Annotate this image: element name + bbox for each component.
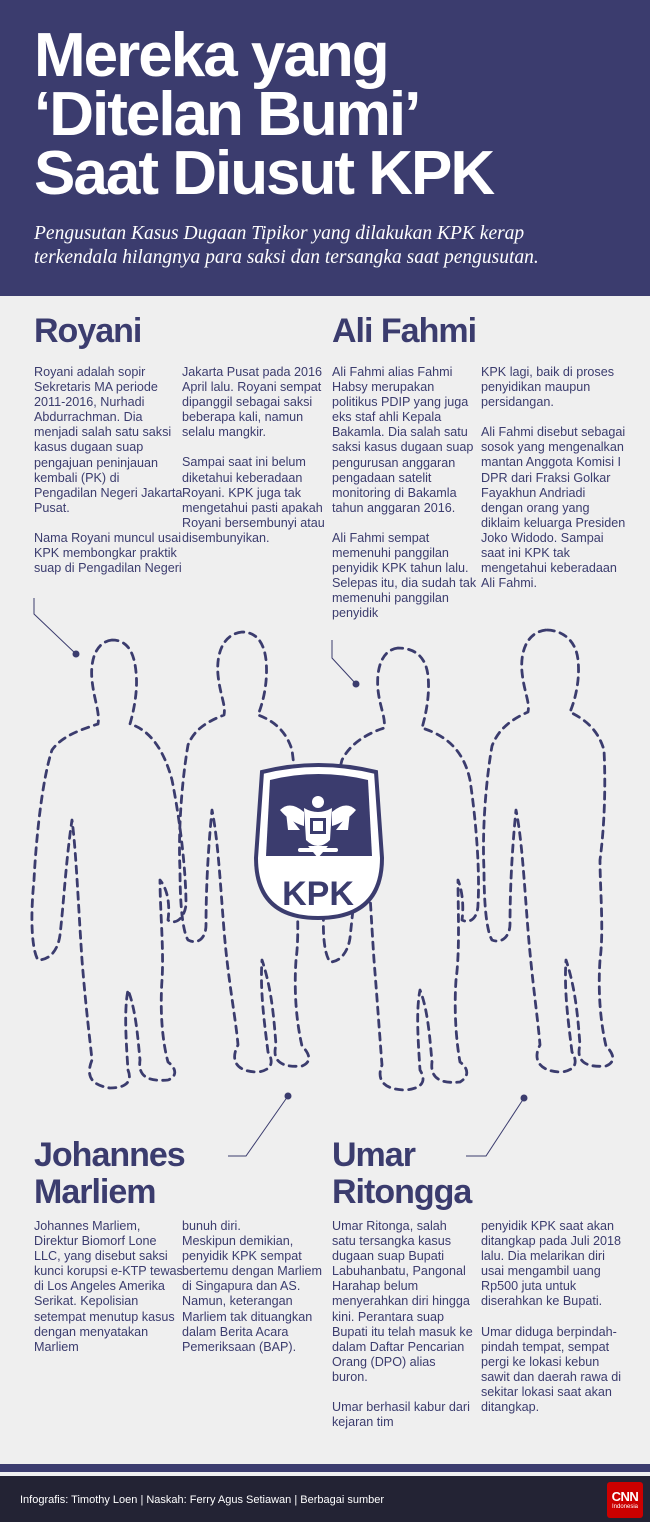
- paragraph: penyidik KPK saat akan ditangkap pada Juli 2018 lalu. Dia melarikan diri usai mengambil uang Rp500 juta untuk diserahkan ke Bupati.: [481, 1219, 622, 1309]
- silhouette-figure-4: [483, 630, 612, 1072]
- paragraph: Umar berhasil kabur dari kejaran tim: [332, 1400, 470, 1430]
- ali-fahmi-text-column-2: [481, 365, 629, 606]
- ali-fahmi-text-column-1: [332, 365, 482, 637]
- person-name-line: Ali Fahmi: [332, 312, 477, 350]
- kpk-logo: [256, 765, 382, 918]
- person-name-line: Marliem: [34, 1173, 156, 1211]
- paragraph: Meskipun demikian, penyidik KPK sempat bertemu dengan Marliem di Singapura dan AS. Namun, keterangan Marliem tak dituangkan dalam Berita Acara Pemeriksaan (BAP).: [182, 1234, 323, 1354]
- paragraph: Sampai saat ini belum diketahui keberadaan Royani. KPK juga tak mengetahui pasti apakah Royani bersembunyi atau disembunyikan.: [182, 455, 325, 545]
- leader-line-johannes: [228, 1096, 288, 1156]
- person-name-ali-fahmi: [332, 313, 476, 350]
- paragraph: Jakarta Pusat pada 2016 April lalu. Royani sempat dipanggil sebagai saksi beberapa kali, namun selalu mangkir.: [182, 365, 323, 440]
- kpk-logo-text: KPK: [282, 875, 354, 913]
- leader-dot-johannes: [285, 1093, 292, 1100]
- footer-credits: Infografis: Timothy Loen | Naskah: Ferry Agus Setiawan | Berbagai sumber: [20, 1494, 385, 1506]
- title-line: Mereka yang: [34, 21, 388, 90]
- paragraph: Ali Fahmi disebut sebagai sosok yang mengenalkan mantan Anggota Komisi I DPR dari Fraksi Golkar Fayakhun Andriadi dengan orang yang diklaim keluarga Presiden Joko Widodo. Sampai saat ini KPK tak mengetahui keberadaan Ali Fahmi.: [481, 425, 626, 591]
- paragraph: Ali Fahmi alias Fahmi Habsy merupakan politikus PDIP yang juga eks staf ahli Kepala Bakamla. Dia salah satu saksi kasus dugaan suap pengurusan anggaran pengadaan satelit monitoring di Bakamla tahun anggaran 2016.: [332, 365, 474, 515]
- person-name-line: Ritongga: [332, 1173, 472, 1211]
- person-name-line: Umar: [332, 1136, 415, 1174]
- umar-text-column-2: [481, 1219, 626, 1430]
- person-name-line: Royani: [34, 312, 142, 350]
- cnn-indonesia-logo: [607, 1482, 643, 1518]
- cnn-logo-text: CNN: [611, 1489, 639, 1504]
- paragraph: Royani adalah sopir Sekretaris MA periode 2011-2016, Nurhadi Abdurrachman. Dia menjadi salah satu saksi kasus dugaan suap pengajuan peninjauan kembali (PK) di Pengadilan Negeri Jakarta Pusat.: [34, 365, 183, 515]
- royani-text-column-2: [182, 365, 332, 561]
- footer-bar: [0, 1476, 650, 1522]
- paragraph: Nama Royani muncul usai KPK membongkar praktik suap di Pengadilan Negeri: [34, 530, 182, 576]
- title-line: ‘Ditelan Bumi’: [34, 80, 420, 149]
- paragraph: KPK lagi, baik di proses penyidikan maupun persidangan.: [481, 365, 615, 410]
- paragraph: Umar diduga berpindah-pindah tempat, sempat pergi ke lokasi kebun sawit dan daerah rawa di sekitar lokasi saat akan ditangkap.: [481, 1324, 622, 1415]
- leader-line-ali-fahmi: [332, 640, 356, 684]
- person-name-line: Johannes: [34, 1136, 185, 1174]
- paragraph: Ali Fahmi sempat memenuhi panggilan penyidik KPK tahun lalu. Selepas itu, dia sudah tak memenuhi panggilan penyidik: [332, 530, 477, 621]
- leader-line-royani: [34, 598, 76, 654]
- cnn-logo-subtext: Indonesia: [611, 1504, 639, 1510]
- leader-dot-royani: [73, 651, 80, 658]
- title-line: Saat Diusut KPK: [34, 139, 494, 208]
- subtitle-line: terkendala hilangnya para saksi dan tersangka saat pengusutan.: [34, 247, 539, 268]
- leader-dot-umar: [521, 1095, 528, 1102]
- johannes-text-column-2: [182, 1219, 332, 1370]
- silhouette-figure-1: [32, 640, 186, 1088]
- subtitle-line: Pengusutan Kasus Dugaan Tipikor yang dilakukan KPK kerap: [34, 223, 525, 244]
- leader-dot-ali-fahmi: [353, 681, 360, 688]
- paragraph: bunuh diri.: [182, 1219, 241, 1233]
- johannes-text-column-1: [34, 1219, 184, 1370]
- umar-text-column-1: [332, 1219, 474, 1445]
- footer-divider: [0, 1464, 650, 1472]
- paragraph: Johannes Marliem, Direktur Biomorf Lone LLC, yang disebut saksi kunci korupsi e-KTP tewas di Los Angeles Amerika Serikat. Kepolisian setempat menutup kasus dengan menyatakan Marliem: [34, 1219, 183, 1354]
- paragraph: Umar Ritonga, salah satu tersangka kasus dugaan suap Bupati Labuhanbatu, Pangonal Harahap belum menyerahkan diri hingga kini. Perantara suap Bupati itu telah masuk ke dalam Daftar Pencarian Orang (DPO) alias buron.: [332, 1219, 473, 1384]
- person-name-johannes-marliem: [34, 1137, 185, 1211]
- person-name-royani: [34, 313, 141, 350]
- leader-line-umar: [466, 1098, 524, 1156]
- person-name-umar-ritongga: [332, 1137, 471, 1211]
- royani-text-column-1: [34, 365, 184, 591]
